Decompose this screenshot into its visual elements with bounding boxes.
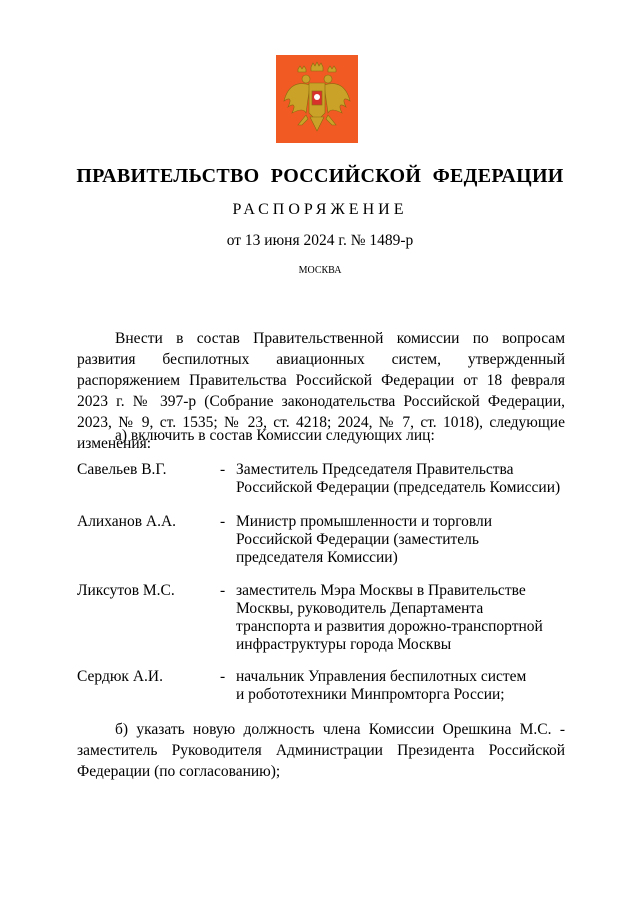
member-name: Алиханов А.А. [77,513,177,530]
document-type: РАСПОРЯЖЕНИЕ [232,201,408,218]
member-role: заместитель Мэра Москвы в Правительстве Москвы, руководитель Департамента транспорта и развития дорожно-транспортной инфраструктуры города Москвы [236,582,543,653]
point-a: а) включить в состав Комиссии следующих лиц: [115,427,435,444]
state-emblem-icon [276,55,358,143]
member-role: Министр промышленности и торговли Российской Федерации (заместитель председателя Комиссии) [236,513,493,566]
member-dash: - [220,668,226,685]
point-b: б) указать новую должность члена Комиссии Орешкина М.С. - заместитель Руководителя Администрации Президента Российской Федерации (по согласованию); [77,721,565,780]
document-date-number: от 13 июня 2024 г. № 1489-р [226,232,414,249]
member-dash: - [220,513,226,530]
member-name: Сердюк А.И. [77,668,163,685]
member-role: Заместитель Председателя Правительства Российской Федерации (председатель Комиссии) [236,461,561,496]
document-city: МОСКВА [298,265,342,276]
member-name: Ликсутов М.С. [77,582,175,599]
intro-paragraph: Внести в состав Правительственной комиссии по вопросам развития беспилотных авиационных систем, утвержденный распоряжением Правительства Российской Федерации от 18 февраля 2023 г. № 397-р (Собрание законодательства Российской Федерации, 2023, № 9, ст. 1535; № 23, ст. 4218; 2024, № 7, ст. 1018), следующие изменения: [77,330,565,452]
member-dash: - [220,461,226,478]
member-role: начальник Управления беспилотных систем и робототехники Минпромторга России; [236,668,527,703]
member-name: Савельев В.Г. [77,461,167,478]
member-dash: - [220,582,226,599]
government-title: ПРАВИТЕЛЬСТВО РОССИЙСКОЙ ФЕДЕРАЦИИ [76,165,564,187]
